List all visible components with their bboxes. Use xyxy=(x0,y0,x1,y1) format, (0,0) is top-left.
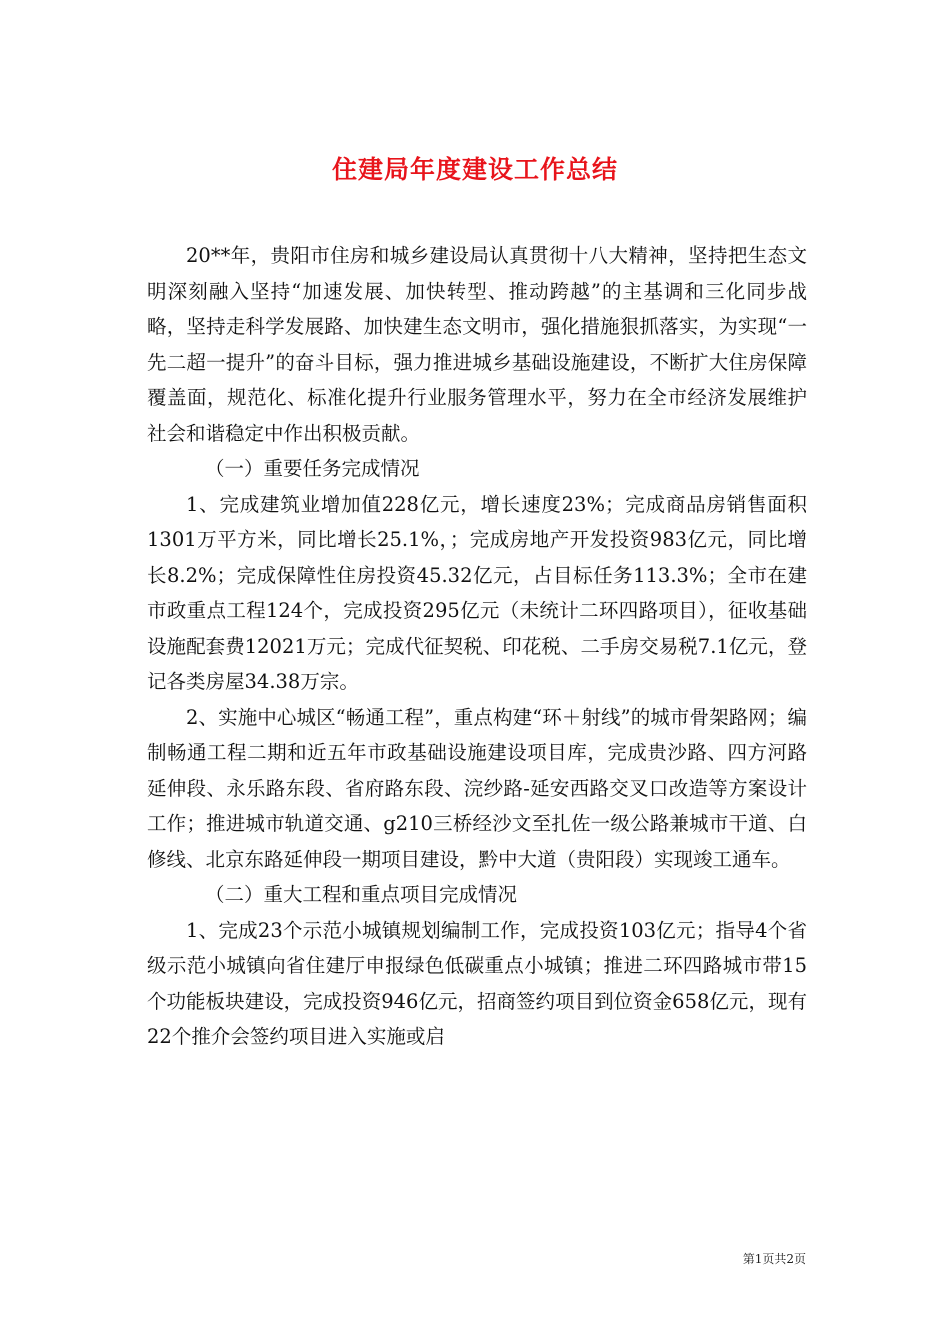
page-number: 第1页共2页 xyxy=(742,1252,806,1266)
intro-paragraph: 20**年，贵阳市住房和城乡建设局认真贯彻十八大精神，坚持把生态文明深刻融入坚持“加速发展、加快转型、推动跨越”的主基调和三化同步战略，坚持走科学发展路、加快建生态文明市，强化措施狠抓落实，为实现“一先二超一提升”的奋斗目标，强力推进城乡基础设施建设，不断扩大住房保障覆盖面，规范化、标准化提升行业服务管理水平，努力在全市经济发展维护社会和谐稳定中作出积极贡献。 xyxy=(147,244,807,445)
section-heading-2: （二）重大工程和重点项目完成情况 xyxy=(205,883,518,906)
document-body xyxy=(147,238,807,1055)
paragraph-task-2: 2、实施中心城区“畅通工程”，重点构建“环＋射线”的城市骨架路网；编制畅通工程二期和近五年市政基础设施建设项目库，完成贵沙路、四方河路延伸段、永乐路东段、省府路东段、浣纱路-延安西路交叉口改造等方案设计工作；推进城市轨道交通、g210三桥经沙文至扎佐一级公路兼城市干道、白修线、北京东路延伸段一期项目建设，黔中大道（贵阳段）实现竣工通车。 xyxy=(147,705,807,871)
paragraph-project-1: 1、完成23个示范小城镇规划编制工作，完成投资103亿元；指导4个省级示范小城镇向省住建厅申报绿色低碳重点小城镇；推进二环四路城市带15个功能板块建设，完成投资946亿元，招商签约项目到位资金658亿元，现有22个推介会签约项目进入实施或启 xyxy=(147,918,807,1048)
paragraph-task-1: 1、完成建筑业增加值228亿元，增长速度23%；完成商品房销售面积1301万平方米，同比增长25.1%，；完成房地产开发投资983亿元，同比增长8.2%；完成保障性住房投资45.32亿元，占目标任务113.3%；全市在建市政重点工程124个，完成投资295亿元（未统计二环四路项目），征收基础设施配套费12021万元；完成代征契税、印花税、二手房交易税7.1亿元，登记各类房屋34.38万宗。 xyxy=(147,492,807,693)
section-heading-1: （一）重要任务完成情况 xyxy=(205,457,420,480)
document-title: 住建局年度建设工作总结 xyxy=(331,154,618,184)
